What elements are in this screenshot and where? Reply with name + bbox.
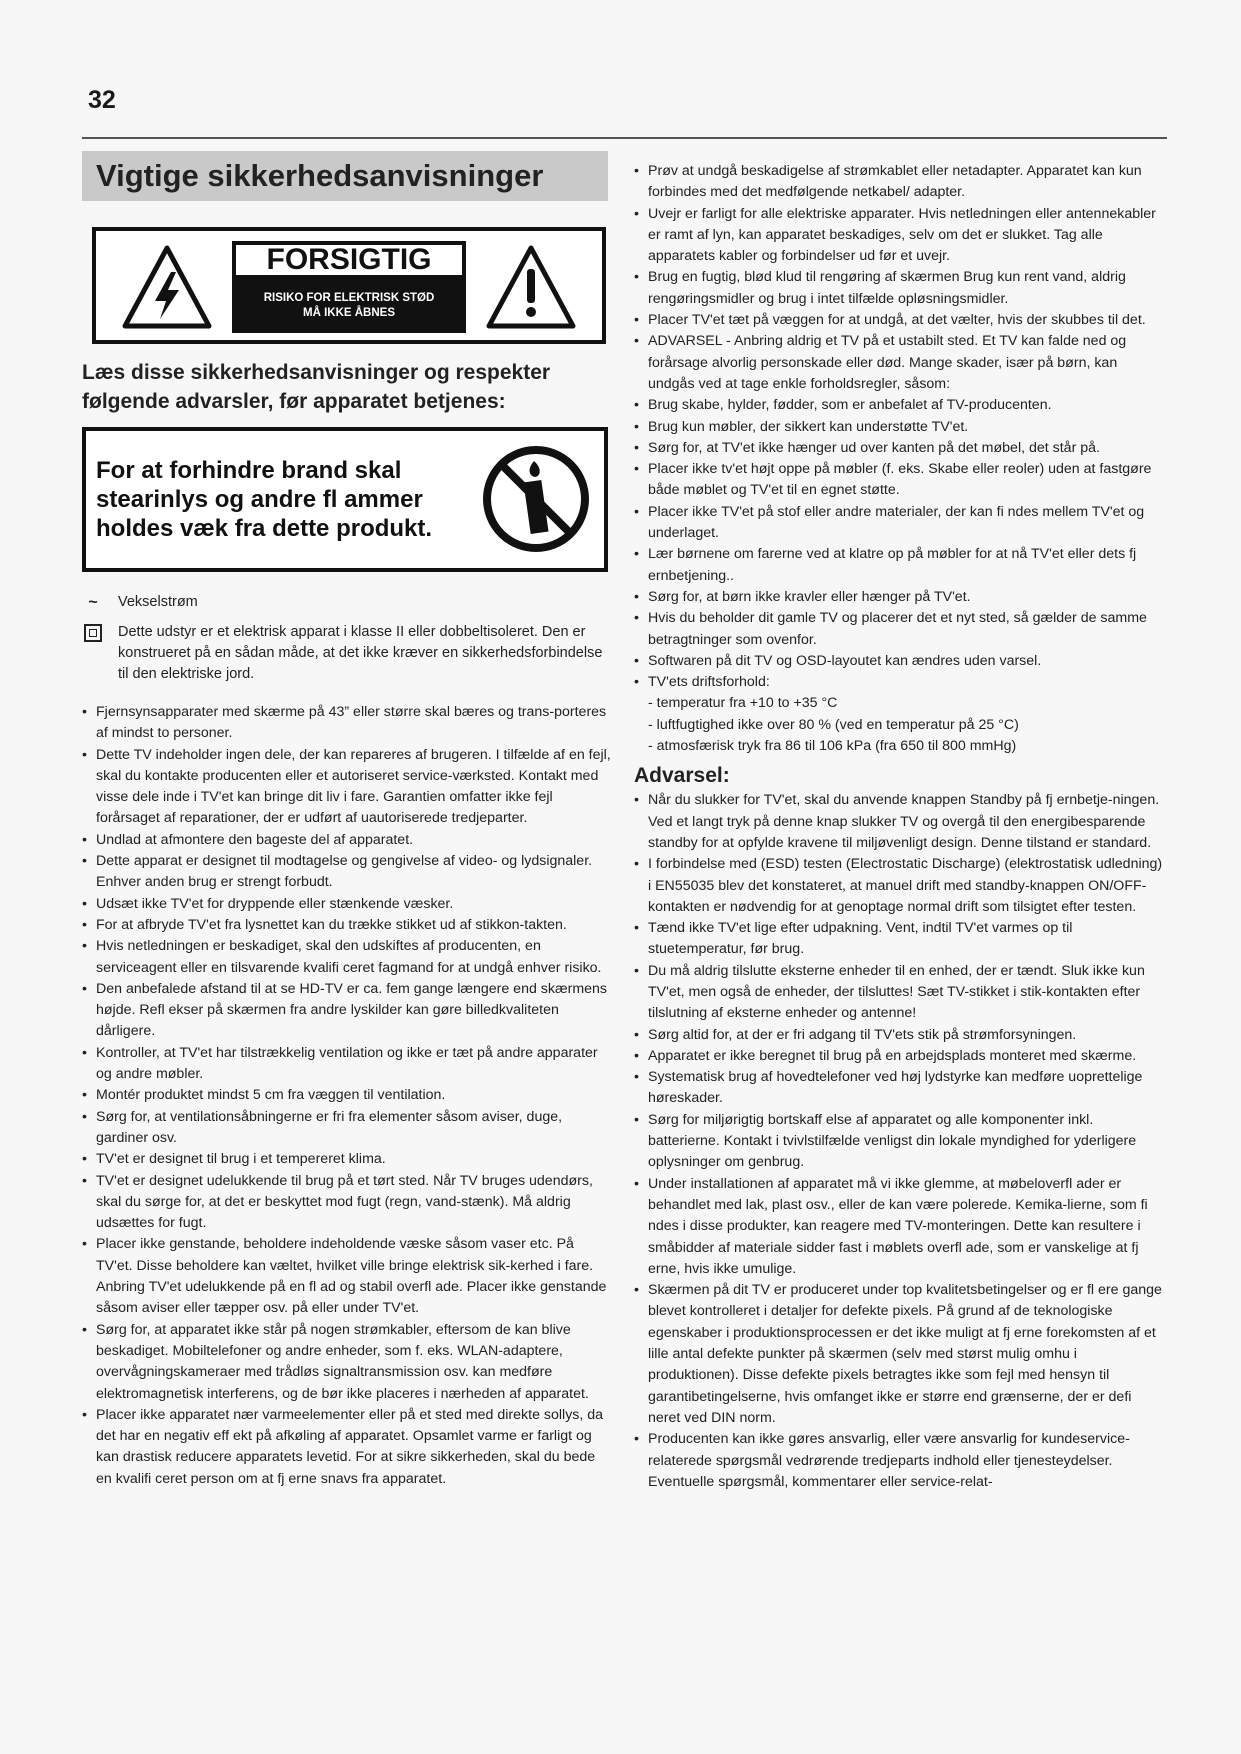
list-item: • Systematisk brug af hovedtelefoner ved høj lydstyrke kan medføre uoprettelige høreskader. <box>634 1067 1164 1110</box>
operating-condition: - luftfugtighed ikke over 80 % (ved en temperatur på 25 °C) <box>634 715 1164 736</box>
list-item: • Placer ikke tv'et højt oppe på møbler (f. eks. Skabe eller reoler) uden at fastgøre både møblet og TV'et til en egnet støtte. <box>634 459 1164 502</box>
intro-heading: Læs disse sikkerhedsanvisninger og respekter følgende advarsler, før apparatet betjenes: <box>82 361 551 413</box>
list-item: • I forbindelse med (ESD) testen (Electrostatic Discharge) (elektrostatisk udledning) i EN55035 blev det konstateret, at manuel drift med standby-knappen ON/OFF-kontakten er nødvendig for at genoptage normal drift som tilsigtet efter testen. <box>634 854 1164 918</box>
list-item: • Producenten kan ikke gøres ansvarlig, eller være ansvarlig for kundeservice-relaterede spørgsmål vedrørende tredjeparts indhold eller tjenesteydelser. Eventuelle spørgsmål, kommentarer eller service-relat- <box>634 1429 1164 1493</box>
caution-do-not-open-text: MÅ IKKE ÅBNES <box>302 307 395 319</box>
operating-condition: - atmosfærisk tryk fra 86 til 106 kPa (fra 650 til 800 mmHg) <box>634 736 1164 757</box>
list-item: • Sørg altid for, at der er fri adgang til TV'ets stik på strømforsyningen. <box>634 1025 1164 1046</box>
operating-conditions-list <box>634 693 1164 757</box>
caution-label <box>92 227 606 344</box>
class2-double-insulation-icon <box>84 624 102 642</box>
list-item: • Udsæt ikke TV'et for dryppende eller stænkende væsker. <box>82 894 612 915</box>
exclamation-warning-icon <box>486 245 576 329</box>
caution-center <box>232 241 466 333</box>
list-item: • Sørg for miljørigtig bortskaff else af apparatet og alle komponenter inkl. batterierne. Kontakt i tvivlstilfælde venligst din lokale myndighed for yderligere oplysninger om genbrug. <box>634 1110 1164 1174</box>
caution-risk-text: RISIKO FOR ELEKTRISK STØD <box>263 292 435 304</box>
caution-subtitle <box>232 279 466 333</box>
list-item: • Sørg for, at apparatet ikke står på nogen strømkabler, eftersom de kan blive beskadiget. Mobiltelefoner og andre enheder, som f. eks. WLAN-adaptere, overvågningskameraer med trådløs signaltransmission osv. kan medføre elektromagnetisk interferens, og de bør ikke placeres i nærheden af apparatet. <box>82 1320 612 1405</box>
list-item: • Hvis netledningen er beskadiget, skal den udskiftes af producenten, en serviceagent eller en tilsvarende kvalifi ceret fagmand for at undgå enhver risiko. <box>82 936 612 979</box>
header-rule <box>82 137 1167 139</box>
advarsel-heading: Advarsel: <box>634 764 730 788</box>
no-candle-icon <box>480 443 592 555</box>
class2-text: Dette udstyr er et elektrisk apparat i klasse II eller dobbeltisoleret. Den er konstrueret på en sådan måde, at det ikke kræver en sikkerhedsforbindelse til den elektriske jord. <box>118 624 603 682</box>
class2-symbol-row <box>82 622 612 685</box>
ac-symbol-row <box>82 592 612 614</box>
list-item: • Fjernsynsapparater med skærme på 43” eller større skal bæres og trans-porteres af mindst to personer. <box>82 702 612 745</box>
list-item: • Uvejr er farligt for alle elektriske apparater. Hvis netledningen eller antennekabler er ramt af lyn, kan apparatet beskadiges, selv om det er slukket. Tag alle apparatets kabler og forbindelser ud før et uvejr. <box>634 204 1164 268</box>
list-item: • TV'ets driftsforhold: <box>634 672 1164 693</box>
list-item: • Sørg for, at børn ikke kravler eller hænger på TV'et. <box>634 587 1164 608</box>
caution-title: FORSIGTIG <box>232 241 466 279</box>
list-item: • Kontroller, at TV'et har tilstrækkelig ventilation og ikke er tæt på andre apparater og andre møbler. <box>82 1043 612 1086</box>
left-bullet-list <box>82 702 612 1490</box>
list-item: • Prøv at undgå beskadigelse af strømkablet eller netadapter. Apparatet kan kun forbindes med det medfølgende netkabel/ adapter. <box>634 161 1164 204</box>
list-item: • Sørg for, at TV'et ikke hænger ud over kanten på det møbel, det står på. <box>634 438 1164 459</box>
list-item: • Du må aldrig tilslutte eksterne enheder til en enhed, der er tændt. Sluk ikke kun TV'et, men også de enheder, der tilsluttes! Sæt TV-stikket i stik-kontakten efter tilslutning af eksterne enheder og antenne! <box>634 961 1164 1025</box>
left-column <box>82 151 612 1490</box>
list-item: • TV'et er designet udelukkende til brug på et tørt sted. Når TV bruges udendørs, skal du sørge for, at det er beskyttet mod fugt (regn, vand-stænk). Må aldrig udsættes for fugt. <box>82 1171 612 1235</box>
candle-warning-box <box>82 427 608 572</box>
ac-label: Vekselstrøm <box>118 594 198 610</box>
list-item: • Brug kun møbler, der sikkert kan understøtte TV'et. <box>634 417 1164 438</box>
right-bullet-list <box>634 161 1164 693</box>
page-title: Vigtige sikkerhedsanvisninger <box>82 151 608 201</box>
list-item: • Under installationen af apparatet må vi ikke glemme, at møbeloverfl ader er behandlet med lak, plast osv., eller de kan være polerede. Kemika-lierne, som fi ndes i disse produkter, kan reagere med TV-monteringen. Dette kan resultere i småbidder af materiale sidder fast i møblets overfl ade, som er vanskelige at fj erne, hvis ikke umulige. <box>634 1174 1164 1280</box>
list-item: • Skærmen på dit TV er produceret under top kvalitetsbetingelser og er fl ere gange blevet kontrolleret i detaljer for defekte pixels. På grund af de teknologiske egenskaber i produktionsprocessen er det ikke muligt at fj erne forekomsten af et lille antal defekte punkter på skærmen (selv med størst mulig omhu i produktionen). Disse defekte pixels betragtes ikke som fejl med hensyn til garantibetingelserne, hvis omfanget ikke er større end grænserne, der er defi neret ved DIN norm. <box>634 1280 1164 1429</box>
list-item: • Undlad at afmontere den bageste del af apparatet. <box>82 830 612 851</box>
operating-condition: - temperatur fra +10 to +35 °C <box>634 693 1164 714</box>
advarsel-bullet-list <box>634 790 1164 1493</box>
list-item: • Dette TV indeholder ingen dele, der kan repareres af brugeren. I tilfælde af en fejl, skal du kontakte producenten eller et autoriseret service-værksted. Kontakt med visse dele inde i TV'et kan bringe dit liv i fare. Garantien omfatter ikke fejl forårsaget af reparationer, der er udført af uautoriserede tredjeparter. <box>82 745 612 830</box>
right-column <box>634 161 1164 1493</box>
list-item: • Brug en fugtig, blød klud til rengøring af skærmen Brug kun rent vand, aldrig rengøringsmidler og brug i intet tilfælde opløsningsmidler. <box>634 267 1164 310</box>
candle-warning-text: For at forhindre brand skal stearinlys og andre fl ammer holdes væk fra dette produkt. <box>96 457 433 542</box>
list-item: • ADVARSEL - Anbring aldrig et TV på et ustabilt sted. Et TV kan falde ned og forårsage alvorlig personskade eller død. Mange skader, især på børn, kan undgås ved at tage enkle forholdsregler, såsom: <box>634 331 1164 395</box>
electric-shock-warning-icon <box>122 245 212 329</box>
list-item: • Placer ikke apparatet nær varmeelementer eller på et sted med direkte sollys, da det har en negativ eff ekt på afkøling af apparatet. Opsamlet varme er farligt og kan drastisk reducere apparatets levetid. For at sikre sikkerheden, skal du bede en kvalifi ceret person om at fj erne snavs fra apparatet. <box>82 1405 612 1490</box>
list-item: • Placer TV'et tæt på væggen for at undgå, at det vælter, hvis der skubbes til det. <box>634 310 1164 331</box>
list-item: • Sørg for, at ventilationsåbningerne er fri fra elementer såsom aviser, duge, gardiner osv. <box>82 1107 612 1150</box>
list-item: • Hvis du beholder dit gamle TV og placerer det et nyt sted, så gælder de samme betragtninger som ovenfor. <box>634 608 1164 651</box>
list-item: • Placer ikke TV'et på stof eller andre materialer, der kan fi ndes mellem TV'et og underlaget. <box>634 502 1164 545</box>
page-number: 32 <box>88 86 116 114</box>
list-item: • Placer ikke genstande, beholdere indeholdende væske såsom vaser etc. På TV'et. Disse beholdere kan væltet, hvilket ville bringe elektrisk sik-kerhed i fare. Anbring TV'et udelukkende på en fl ad og stabil overfl ade. Placer ikke genstande såsom aviser eller tæpper osv. på eller under TV'et. <box>82 1234 612 1319</box>
list-item: • TV'et er designet til brug i et tempereret klima. <box>82 1149 612 1170</box>
list-item: • Softwaren på dit TV og OSD-layoutet kan ændres uden varsel. <box>634 651 1164 672</box>
list-item: • For at afbryde TV'et fra lysnettet kan du trække stikket ud af stikkon-takten. <box>82 915 612 936</box>
list-item: • Dette apparat er designet til modtagelse og gengivelse af video- og lydsignaler. Enhver anden brug er strengt forbudt. <box>82 851 612 894</box>
list-item: • Tænd ikke TV'et lige efter udpakning. Vent, indtil TV'et varmes op til stuetemperatur, før brug. <box>634 918 1164 961</box>
ac-current-icon: ~ <box>88 594 98 611</box>
list-item: • Den anbefalede afstand til at se HD-TV er ca. fem gange længere end skærmens højde. Refl ekser på skærmen fra andre lyskilder kan gøre billedkvaliteten dårligere. <box>82 979 612 1043</box>
list-item: • Brug skabe, hylder, fødder, som er anbefalet af TV-producenten. <box>634 395 1164 416</box>
list-item: • Lær børnene om farerne ved at klatre op på møbler for at nå TV'et eller dets fj ernbetjening.. <box>634 544 1164 587</box>
list-item: • Montér produktet mindst 5 cm fra væggen til ventilation. <box>82 1085 612 1106</box>
list-item: • Når du slukker for TV'et, skal du anvende knappen Standby på fj ernbetje-ningen. Ved et langt tryk på denne knap slukker TV og overgå til den energibesparende standby for at opfylde kravene til miljøvenligt design. Denne tilstand er standard. <box>634 790 1164 854</box>
list-item: • Apparatet er ikke beregnet til brug på en arbejdsplads monteret med skærme. <box>634 1046 1164 1067</box>
